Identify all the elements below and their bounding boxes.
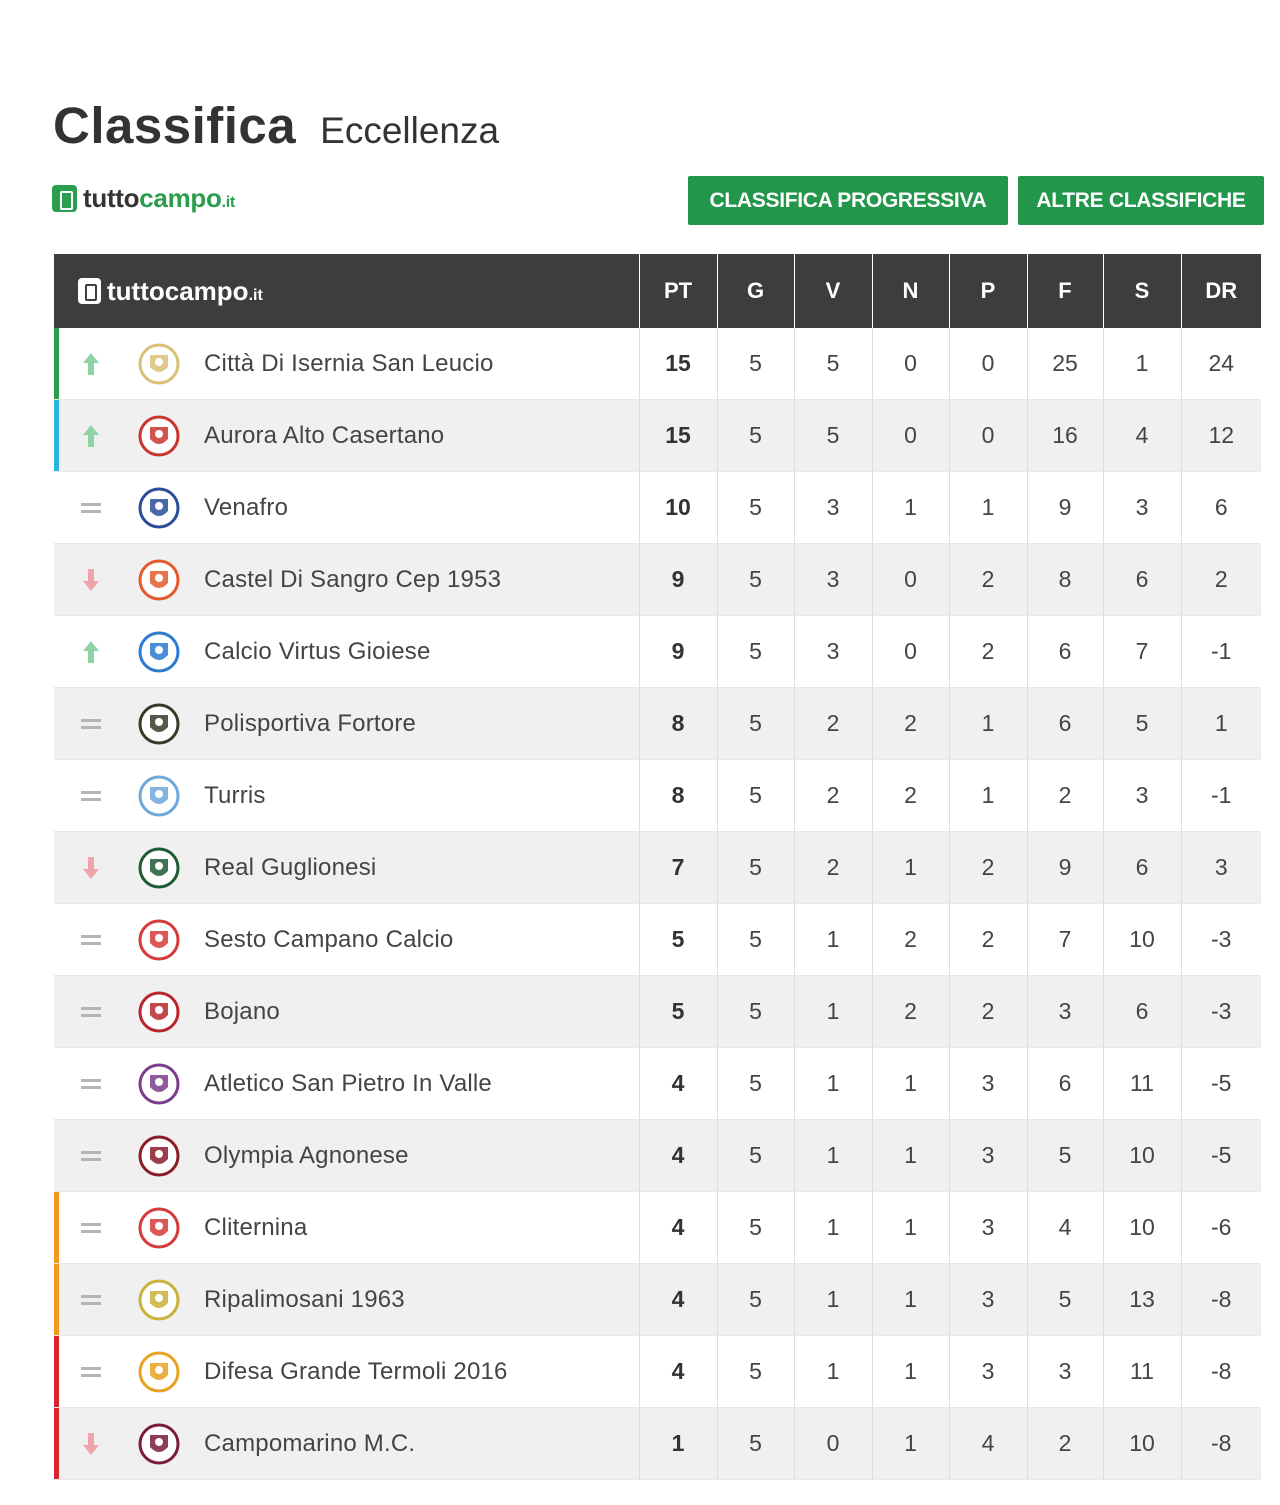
stat-s: 13 — [1103, 1264, 1181, 1336]
trend-up-icon — [80, 423, 102, 449]
stat-v: 1 — [794, 976, 872, 1048]
trend-down-icon — [80, 1431, 102, 1457]
col-header-dr[interactable]: DR — [1181, 254, 1261, 328]
stat-pt: 7 — [639, 832, 717, 904]
team-cell[interactable] — [54, 760, 639, 832]
table-row[interactable] — [54, 328, 1261, 400]
table-row[interactable] — [54, 976, 1261, 1048]
stat-f: 9 — [1027, 832, 1103, 904]
table-row[interactable] — [54, 400, 1261, 472]
team-logo-icon — [138, 1279, 180, 1321]
stat-pt: 10 — [639, 472, 717, 544]
stat-f: 4 — [1027, 1192, 1103, 1264]
trend-same-icon — [80, 783, 102, 809]
trend-down-icon — [80, 567, 102, 593]
trend-up-icon — [80, 351, 102, 377]
stat-n: 0 — [872, 400, 949, 472]
page-title: Classifica — [53, 97, 297, 154]
col-header-g[interactable]: G — [717, 254, 794, 328]
stat-v: 5 — [794, 400, 872, 472]
standings-table — [54, 254, 1261, 1480]
stat-dr: -5 — [1181, 1048, 1261, 1120]
stat-p: 2 — [949, 904, 1027, 976]
stat-pt: 9 — [639, 544, 717, 616]
stat-v: 2 — [794, 688, 872, 760]
stat-n: 0 — [872, 616, 949, 688]
trend-same-icon — [80, 1215, 102, 1241]
col-header-pt[interactable]: PT — [639, 254, 717, 328]
team-logo-icon — [138, 1207, 180, 1249]
trend-same-icon — [80, 1287, 102, 1313]
table-row[interactable] — [54, 1192, 1261, 1264]
table-row[interactable] — [54, 832, 1261, 904]
stat-s: 5 — [1103, 688, 1181, 760]
team-logo-icon — [138, 1351, 180, 1393]
stat-f: 3 — [1027, 1336, 1103, 1408]
team-cell[interactable] — [54, 328, 639, 400]
trend-up-icon — [80, 639, 102, 665]
table-row[interactable] — [54, 544, 1261, 616]
tuttocampo-logo-icon — [78, 278, 101, 304]
team-cell[interactable] — [54, 1264, 639, 1336]
zone-indicator — [54, 832, 59, 903]
brand-name-bold: tutto — [83, 183, 140, 213]
stat-dr: -8 — [1181, 1408, 1261, 1480]
header-brand-bold: tutto — [107, 275, 165, 306]
stat-dr: -8 — [1181, 1336, 1261, 1408]
header-brand-rest: campo — [164, 275, 249, 306]
stat-p: 3 — [949, 1336, 1027, 1408]
stat-n: 1 — [872, 1192, 949, 1264]
stat-p: 1 — [949, 760, 1027, 832]
stat-g: 5 — [717, 904, 794, 976]
stat-s: 11 — [1103, 1336, 1181, 1408]
stat-v: 1 — [794, 1192, 872, 1264]
stat-g: 5 — [717, 760, 794, 832]
stat-n: 1 — [872, 1120, 949, 1192]
table-row[interactable] — [54, 1048, 1261, 1120]
stat-p: 2 — [949, 616, 1027, 688]
stat-f: 6 — [1027, 616, 1103, 688]
col-header-v[interactable]: V — [794, 254, 872, 328]
stat-n: 1 — [872, 832, 949, 904]
stat-v: 2 — [794, 760, 872, 832]
stat-v: 1 — [794, 1264, 872, 1336]
team-logo-icon — [138, 1423, 180, 1465]
stat-pt: 8 — [639, 760, 717, 832]
brand-tld: .it — [221, 194, 235, 211]
stat-pt: 15 — [639, 328, 717, 400]
zone-indicator — [54, 1192, 59, 1263]
brand-logo[interactable] — [52, 183, 235, 214]
team-name[interactable]: Polisportiva Fortore — [204, 709, 417, 737]
stat-s: 10 — [1103, 1192, 1181, 1264]
zone-indicator — [54, 1048, 59, 1119]
stat-dr: 3 — [1181, 832, 1261, 904]
stat-p: 3 — [949, 1120, 1027, 1192]
team-cell[interactable] — [54, 1336, 639, 1408]
team-cell[interactable] — [54, 688, 639, 760]
stat-n: 0 — [872, 544, 949, 616]
team-name[interactable]: Venafro — [204, 493, 289, 521]
zone-indicator — [54, 616, 59, 687]
team-logo-icon — [138, 487, 180, 529]
stat-v: 0 — [794, 1408, 872, 1480]
stat-s: 4 — [1103, 400, 1181, 472]
team-logo-icon — [138, 1063, 180, 1105]
progressive-standings-button[interactable]: CLASSIFICA PROGRESSIVA — [688, 176, 1008, 225]
stat-dr: 2 — [1181, 544, 1261, 616]
stat-pt: 1 — [639, 1408, 717, 1480]
stat-dr: -1 — [1181, 760, 1261, 832]
stat-v: 3 — [794, 544, 872, 616]
stat-pt: 5 — [639, 976, 717, 1048]
team-cell[interactable] — [54, 1048, 639, 1120]
table-row[interactable] — [54, 616, 1261, 688]
stat-pt: 4 — [639, 1336, 717, 1408]
team-name[interactable]: Calcio Virtus Gioiese — [204, 637, 431, 665]
stat-pt: 15 — [639, 400, 717, 472]
stat-g: 5 — [717, 472, 794, 544]
stat-g: 5 — [717, 328, 794, 400]
stat-p: 2 — [949, 976, 1027, 1048]
trend-same-icon — [80, 1359, 102, 1385]
table-header-row — [54, 254, 1261, 328]
team-logo-icon — [138, 415, 180, 457]
stat-v: 5 — [794, 328, 872, 400]
stat-dr: -3 — [1181, 976, 1261, 1048]
stat-s: 7 — [1103, 616, 1181, 688]
team-cell[interactable] — [54, 1408, 639, 1480]
stat-f: 3 — [1027, 976, 1103, 1048]
stat-n: 2 — [872, 976, 949, 1048]
col-header-f[interactable]: F — [1027, 254, 1103, 328]
stat-s: 3 — [1103, 760, 1181, 832]
stat-s: 10 — [1103, 1120, 1181, 1192]
stat-n: 1 — [872, 1336, 949, 1408]
tuttocampo-logo-icon — [52, 185, 77, 212]
team-cell[interactable] — [54, 616, 639, 688]
stat-p: 1 — [949, 688, 1027, 760]
header-brand-tld: .it — [248, 286, 263, 304]
team-cell[interactable] — [54, 1120, 639, 1192]
team-cell[interactable] — [54, 904, 639, 976]
col-header-p[interactable]: P — [949, 254, 1027, 328]
stat-dr: 24 — [1181, 328, 1261, 400]
stat-g: 5 — [717, 1048, 794, 1120]
stat-s: 1 — [1103, 328, 1181, 400]
stat-s: 11 — [1103, 1048, 1181, 1120]
team-name[interactable]: Turris — [204, 781, 266, 809]
zone-indicator — [54, 1336, 59, 1407]
team-logo-icon — [138, 991, 180, 1033]
team-name[interactable]: Aurora Alto Casertano — [204, 421, 445, 449]
stat-n: 1 — [872, 1048, 949, 1120]
team-name[interactable]: Olympia Agnonese — [204, 1141, 409, 1169]
stat-dr: -8 — [1181, 1264, 1261, 1336]
stat-f: 2 — [1027, 760, 1103, 832]
stat-s: 6 — [1103, 976, 1181, 1048]
table-row[interactable] — [54, 1408, 1261, 1480]
team-name[interactable]: Sesto Campano Calcio — [204, 925, 454, 953]
stat-f: 16 — [1027, 400, 1103, 472]
stat-g: 5 — [717, 1264, 794, 1336]
team-logo-icon — [138, 631, 180, 673]
stat-v: 3 — [794, 472, 872, 544]
team-name[interactable]: Atletico San Pietro In Valle — [204, 1069, 492, 1097]
stat-dr: -3 — [1181, 904, 1261, 976]
table-row[interactable] — [54, 1264, 1261, 1336]
stat-dr: -6 — [1181, 1192, 1261, 1264]
stat-pt: 5 — [639, 904, 717, 976]
col-header-n[interactable]: N — [872, 254, 949, 328]
zone-indicator — [54, 1120, 59, 1191]
trend-same-icon — [80, 495, 102, 521]
stat-g: 5 — [717, 832, 794, 904]
stat-dr: 1 — [1181, 688, 1261, 760]
col-header-s[interactable]: S — [1103, 254, 1181, 328]
team-cell[interactable] — [54, 544, 639, 616]
stat-pt: 4 — [639, 1264, 717, 1336]
stat-n: 1 — [872, 1264, 949, 1336]
page-title-row — [53, 96, 499, 155]
stat-n: 0 — [872, 328, 949, 400]
table-header-brand — [54, 254, 639, 328]
stat-pt: 4 — [639, 1120, 717, 1192]
stat-g: 5 — [717, 1192, 794, 1264]
stat-p: 3 — [949, 1192, 1027, 1264]
stat-f: 5 — [1027, 1120, 1103, 1192]
stat-v: 1 — [794, 1048, 872, 1120]
stat-dr: -5 — [1181, 1120, 1261, 1192]
stat-v: 1 — [794, 904, 872, 976]
team-cell[interactable] — [54, 976, 639, 1048]
table-row[interactable] — [54, 688, 1261, 760]
table-row[interactable] — [54, 904, 1261, 976]
team-cell[interactable] — [54, 400, 639, 472]
table-row[interactable] — [54, 1336, 1261, 1408]
team-cell[interactable] — [54, 832, 639, 904]
team-cell[interactable] — [54, 1192, 639, 1264]
stat-s: 3 — [1103, 472, 1181, 544]
team-logo-icon — [138, 919, 180, 961]
stat-n: 1 — [872, 472, 949, 544]
zone-indicator — [54, 976, 59, 1047]
stat-g: 5 — [717, 976, 794, 1048]
stat-v: 1 — [794, 1120, 872, 1192]
stat-p: 4 — [949, 1408, 1027, 1480]
team-name[interactable]: Castel Di Sangro Cep 1953 — [204, 565, 502, 593]
stat-v: 2 — [794, 832, 872, 904]
zone-indicator — [54, 400, 59, 471]
team-logo-icon — [138, 703, 180, 745]
stat-pt: 9 — [639, 616, 717, 688]
stat-p: 2 — [949, 832, 1027, 904]
trend-same-icon — [80, 711, 102, 737]
stat-f: 6 — [1027, 1048, 1103, 1120]
team-name[interactable]: Ripalimosani 1963 — [204, 1285, 405, 1313]
zone-indicator — [54, 688, 59, 759]
team-logo-icon — [138, 847, 180, 889]
team-cell[interactable] — [54, 472, 639, 544]
stat-n: 2 — [872, 688, 949, 760]
stat-f: 8 — [1027, 544, 1103, 616]
team-name[interactable]: Real Guglionesi — [204, 853, 377, 881]
stat-g: 5 — [717, 1408, 794, 1480]
team-logo-icon — [138, 1135, 180, 1177]
stat-dr: 6 — [1181, 472, 1261, 544]
table-row[interactable] — [54, 1120, 1261, 1192]
stat-p: 2 — [949, 544, 1027, 616]
stat-s: 10 — [1103, 904, 1181, 976]
team-name[interactable]: Difesa Grande Termoli 2016 — [204, 1357, 508, 1385]
stat-pt: 4 — [639, 1192, 717, 1264]
trend-same-icon — [80, 1071, 102, 1097]
stat-s: 6 — [1103, 544, 1181, 616]
table-row[interactable] — [54, 472, 1261, 544]
standings-body — [54, 328, 1261, 1480]
stat-v: 1 — [794, 1336, 872, 1408]
stat-g: 5 — [717, 1336, 794, 1408]
trend-same-icon — [80, 927, 102, 953]
stat-g: 5 — [717, 544, 794, 616]
stat-s: 10 — [1103, 1408, 1181, 1480]
trend-down-icon — [80, 855, 102, 881]
stat-p: 3 — [949, 1048, 1027, 1120]
stat-f: 2 — [1027, 1408, 1103, 1480]
brand-name — [83, 183, 235, 214]
zone-indicator — [54, 328, 59, 399]
team-name[interactable]: Campomarino M.C. — [204, 1429, 416, 1457]
stat-v: 3 — [794, 616, 872, 688]
stat-n: 2 — [872, 760, 949, 832]
page-subtitle: Eccellenza — [320, 110, 500, 151]
table-row[interactable] — [54, 760, 1261, 832]
zone-indicator — [54, 1408, 59, 1479]
stat-s: 6 — [1103, 832, 1181, 904]
zone-indicator — [54, 472, 59, 543]
brand-name-green: campo — [139, 183, 222, 213]
stat-n: 2 — [872, 904, 949, 976]
team-logo-icon — [138, 775, 180, 817]
stat-f: 25 — [1027, 328, 1103, 400]
stat-g: 5 — [717, 688, 794, 760]
stat-p: 0 — [949, 328, 1027, 400]
zone-indicator — [54, 544, 59, 615]
stat-p: 1 — [949, 472, 1027, 544]
stat-g: 5 — [717, 616, 794, 688]
team-name[interactable]: Cliternina — [204, 1213, 308, 1241]
stat-f: 6 — [1027, 688, 1103, 760]
team-logo-icon — [138, 343, 180, 385]
zone-indicator — [54, 904, 59, 975]
stat-n: 1 — [872, 1408, 949, 1480]
zone-indicator — [54, 1264, 59, 1335]
header-brand-name — [107, 276, 263, 307]
stat-p: 0 — [949, 400, 1027, 472]
stat-dr: 12 — [1181, 400, 1261, 472]
team-name[interactable]: Bojano — [204, 997, 280, 1025]
stat-g: 5 — [717, 1120, 794, 1192]
stat-p: 3 — [949, 1264, 1027, 1336]
stat-f: 9 — [1027, 472, 1103, 544]
team-name[interactable]: Città Di Isernia San Leucio — [204, 349, 494, 377]
stat-f: 7 — [1027, 904, 1103, 976]
stat-g: 5 — [717, 400, 794, 472]
trend-same-icon — [80, 1143, 102, 1169]
stat-dr: -1 — [1181, 616, 1261, 688]
stat-pt: 4 — [639, 1048, 717, 1120]
other-standings-button[interactable]: ALTRE CLASSIFICHE — [1018, 176, 1264, 225]
trend-same-icon — [80, 999, 102, 1025]
team-logo-icon — [138, 559, 180, 601]
stat-f: 5 — [1027, 1264, 1103, 1336]
zone-indicator — [54, 760, 59, 831]
stat-pt: 8 — [639, 688, 717, 760]
